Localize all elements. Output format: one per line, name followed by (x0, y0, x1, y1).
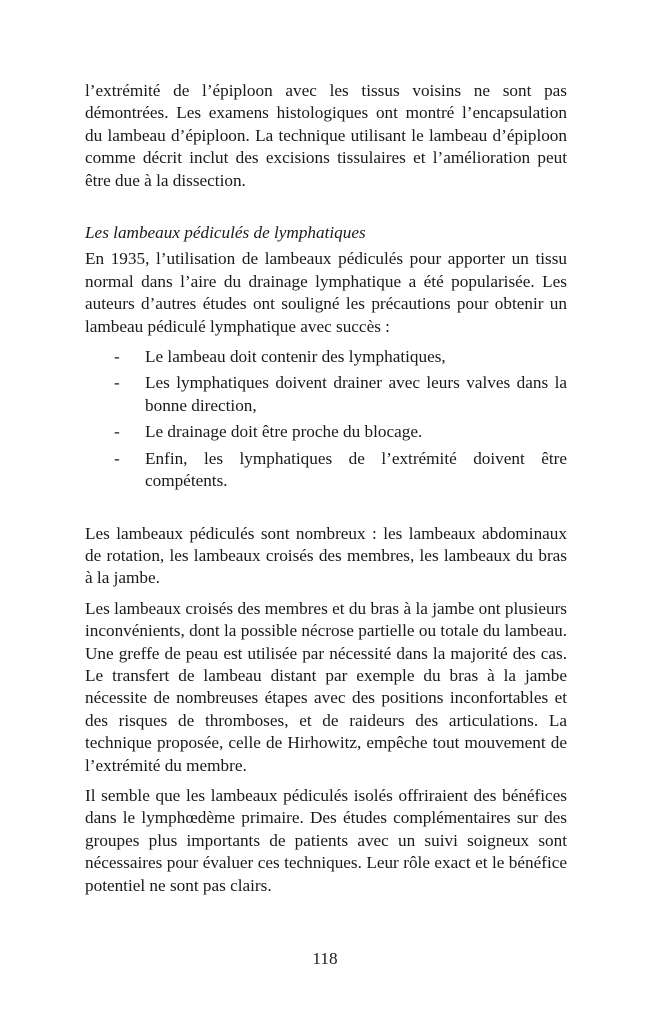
list-item (85, 421, 567, 443)
body-paragraph: Il semble que les lambeaux pédiculés isolés offriraient des bénéfices dans le lymphœdème primaire. Des études complémentaires sur des groupes plus importants de patients avec un suivi soigneux sont nécessaires pour évaluer ces techniques. Leur rôle exact et le bénéfice potentiel ne sont pas clairs. (85, 785, 567, 895)
body-paragraph: Les lambeaux croisés des membres et du bras à la jambe ont plusieurs inconvénients, dont la possible nécrose partielle ou totale du lambeau. Une greffe de peau est utilisée par nécessité dans la majorité des cas. Le transfert de lambeau distant par exemple du bras à la jambe nécessite de nombreuses étapes avec des positions inconfortables et des risques de thromboses, et de raideurs des articulations. La technique proposée, celle de Hirhowitz, empêche tout mouvement de l’extrémité du membre. (85, 598, 567, 775)
list-item-text: Le drainage doit être proche du blocage. (145, 422, 423, 442)
list-item-text: Les lymphatiques doivent drainer avec leurs valves dans la bonne direction, (145, 373, 567, 415)
intro-paragraph: l’extrémité de l’épiploon avec les tissus voisins ne sont pas démontrées. Les examens histologiques ont montré l’encapsulation du lambeau d’épiploon. La technique utilisant le lambeau d’épiploon comme décrit inclut des excisions tissulaires et l’amélioration peut être due à la dissection. (85, 81, 567, 190)
bullet-dash: - (114, 347, 120, 367)
section-paragraph: En 1935, l’utilisation de lambeaux pédiculés pour apporter un tissu normal dans l’aire du drainage lymphatique a été popularisée. Les auteurs d’autres études ont souligné les précautions pour obtenir un lambeau pédiculé lymphatique avec succès : (85, 249, 567, 336)
bullet-dash: - (114, 448, 120, 468)
list-item-text: Le lambeau doit contenir des lymphatiques, (145, 347, 446, 367)
document-page (85, 80, 567, 897)
section-heading: Les lambeaux pédiculés de lymphatiques (85, 223, 366, 243)
bullet-dash: - (114, 422, 120, 442)
list-item (85, 346, 567, 368)
page-number: 118 (312, 949, 338, 968)
body-paragraph: Les lambeaux pédiculés sont nombreux : les lambeaux abdominaux de rotation, les lambeaux croisés des membres, les lambeaux du bras à la jambe. (85, 523, 567, 588)
list-item (85, 448, 567, 493)
bullet-dash: - (114, 373, 120, 393)
precautions-list (85, 346, 567, 492)
list-item (85, 372, 567, 417)
list-item-text: Enfin, les lymphatiques de l’extrémité doivent être compétents. (145, 448, 567, 491)
